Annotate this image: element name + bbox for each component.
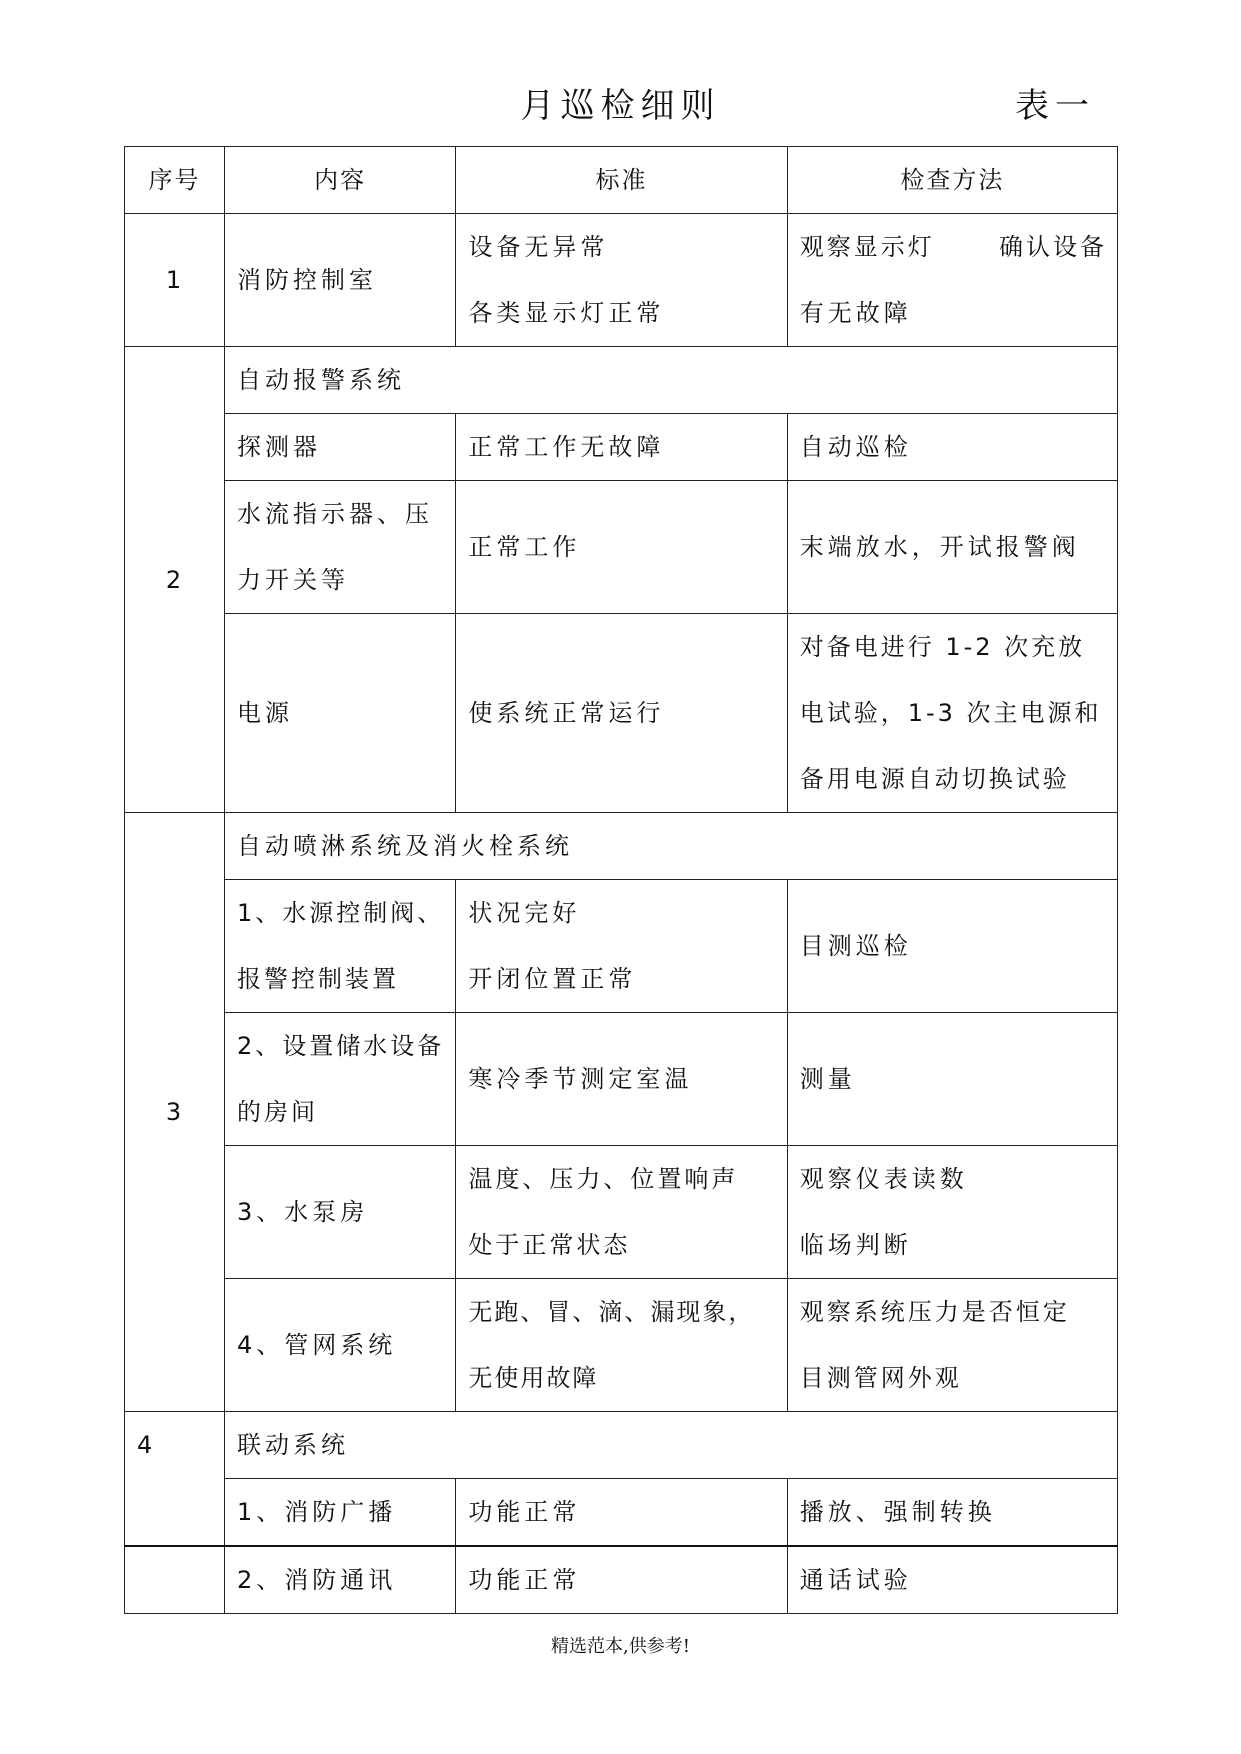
row-content: 4、管网系统 [224,1279,455,1412]
header-row [125,147,1118,214]
row-standard [456,880,787,1013]
content-line: 1、水源控制阀、 [236,899,445,927]
row-seq: 1 [125,214,225,347]
row-standard: 功能正常 [456,1546,787,1614]
method-line: 备用电源自动切换试验 [799,765,1070,793]
row-standard [456,1146,787,1279]
header-standard: 标准 [456,147,787,214]
standard-line: 处于正常状态 [468,1231,631,1259]
row-content: 2、消防通讯 [224,1546,455,1614]
row-content [224,1013,455,1146]
group-title-row [125,347,1118,414]
row-content: 探测器 [224,414,455,481]
row-seq-empty [125,1546,225,1614]
standard-line: 无跑、冒、滴、漏现象， [468,1298,755,1326]
row-method: 末端放水，开试报警阀 [787,481,1117,614]
row-method: 测量 [787,1013,1117,1146]
row-standard: 正常工作 [456,481,787,614]
standard-line: 状况完好 [468,899,581,927]
method-line [800,214,1107,280]
content-line: 力开关等 [236,566,349,594]
standard-line: 无使用故障 [468,1364,599,1392]
row-content: 消防控制室 [224,214,455,347]
row-content [224,880,455,1013]
row-method: 自动巡检 [787,414,1117,481]
row-method: 播放、强制转换 [787,1479,1117,1547]
table-row [125,880,1118,1013]
row-seq: 4 [125,1412,225,1547]
row-method: 通话试验 [787,1546,1117,1614]
header-method: 检查方法 [787,147,1117,214]
standard-line: 设备无异常 [468,233,609,261]
method-text: 确认设备 [999,233,1107,261]
method-text: 观察显示灯 [799,233,935,261]
method-line: 临场判断 [799,1231,912,1259]
row-standard [456,214,787,347]
content-line: 水流指示器、压 [236,500,433,528]
method-line: 电试验，1-3 次主电源和 [799,699,1102,727]
row-standard: 寒冷季节测定室温 [456,1013,787,1146]
row-content [224,481,455,614]
row-standard: 正常工作无故障 [456,414,787,481]
table-row [125,414,1118,481]
row-method [787,214,1117,347]
method-line: 观察系统压力是否恒定 [799,1298,1070,1326]
row-method [787,1146,1117,1279]
table-row [125,214,1118,347]
table-row [125,614,1118,813]
group-title: 自动喷淋系统及消火栓系统 [224,813,1117,880]
row-content: 1、消防广播 [224,1479,455,1547]
content-line: 报警控制装置 [236,965,399,993]
row-content: 电源 [224,614,455,813]
row-standard: 使系统正常运行 [456,614,787,813]
standard-line: 开闭位置正常 [468,965,637,993]
row-content: 3、水泵房 [224,1146,455,1279]
table-row [125,1146,1118,1279]
table-row [125,481,1118,614]
row-method [787,1279,1117,1412]
row-seq: 3 [125,813,225,1412]
standard-line: 各类显示灯正常 [468,299,665,327]
table-row [125,1013,1118,1146]
header-seq: 序号 [125,147,225,214]
standard-line: 温度、压力、位置响声 [468,1165,739,1193]
content-line: 的房间 [236,1098,318,1126]
row-method: 目测巡检 [787,880,1117,1013]
group-title: 自动报警系统 [224,347,1117,414]
group-title: 联动系统 [224,1412,1117,1479]
header-content: 内容 [224,147,455,214]
group-title-row [125,1412,1118,1479]
document-title: 月巡检细则 [520,86,721,126]
method-line: 观察仪表读数 [799,1165,968,1193]
table-row [125,1279,1118,1412]
method-line: 目测管网外观 [799,1364,962,1392]
table-row [125,1546,1118,1614]
footer-note: 精选范本,供参考! [551,1636,690,1657]
row-standard: 功能正常 [456,1479,787,1547]
row-seq: 2 [125,347,225,813]
method-line: 对备电进行 1-2 次充放 [799,633,1086,661]
inspection-table [124,146,1118,1614]
method-line: 有无故障 [799,299,912,327]
group-title-row [125,813,1118,880]
content-line: 2、设置储水设备 [236,1032,445,1060]
row-method [787,614,1117,813]
table-id: 表一 [1015,86,1095,126]
row-standard [456,1279,787,1412]
table-row [125,1479,1118,1547]
